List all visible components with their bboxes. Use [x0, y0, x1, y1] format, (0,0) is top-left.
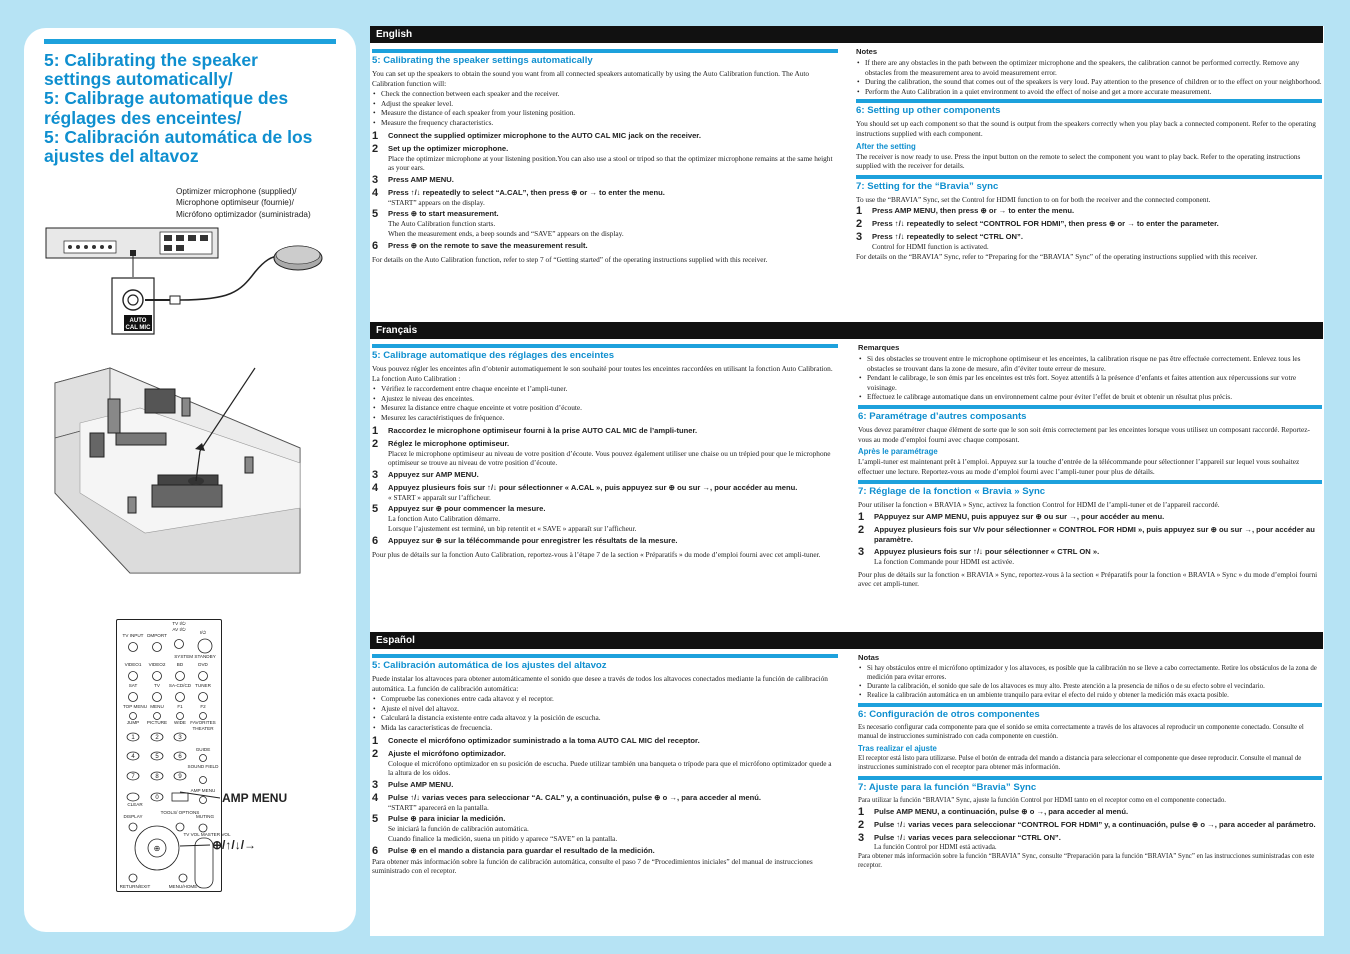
remote-label: CLEAR	[127, 802, 143, 807]
after-heading: Après le paramétrage	[858, 447, 938, 457]
step-detail: « START » apparaît sur l’afficheur.	[388, 492, 491, 502]
step-number: 2	[372, 747, 379, 760]
english-heading: 5: Calibrating the speaker settings automatically	[372, 55, 593, 66]
remote-label: MUTING	[195, 814, 215, 819]
step-body	[874, 547, 1322, 567]
step-title: Raccordez le microphone optimiseur fourni à la prise AUTO CAL MIC de l’ampli-tuner.	[388, 425, 698, 435]
step-number: 6	[372, 844, 379, 857]
step-body	[388, 536, 838, 547]
spanish-heading: 5: Calibración automática de los ajustes del altavoz	[372, 660, 607, 671]
caption-line: Micrófono optimizador (suministrada)	[176, 209, 311, 219]
steps	[372, 736, 838, 857]
step-title: Appuyez plusieurs fois sur ↑/↓ pour sélectionner « CTRL ON ».	[874, 546, 1100, 556]
step-detail: Cuando finalice la medición, suena un pitido y aparece “SAVE” en la pantalla.	[388, 833, 618, 843]
remote-label: I/⏻	[199, 630, 207, 635]
list-item: • Mesurez les caractéristiques de fréquence.	[372, 413, 838, 423]
step-title: Pulse ↑/↓ varias veces para seleccionar “CTRL ON”.	[874, 833, 1061, 842]
remote-label: TOP MENU	[122, 704, 148, 709]
svg-text:9: 9	[178, 774, 182, 780]
footer: Para obtener más información sobre la función de calibración automática, consulte el paso 7 de “Procedimientos iniciales” del manual de instrucciones suministrado con el receptor.	[372, 856, 813, 876]
step-detail: The Auto Calibration function starts.	[388, 219, 496, 229]
remote-label: F1	[177, 704, 183, 709]
step	[372, 470, 838, 481]
bullet-list	[372, 89, 838, 127]
remote-label: RETURN/EXIT	[119, 884, 151, 889]
step-body	[388, 749, 838, 778]
step-detail: Coloque el micrófono optimizador en su posición de escucha. Puede utilizar también una banqueta o trípode para que el micrófono optimizador quede a la altura de los oídos.	[388, 758, 832, 778]
step-body	[874, 833, 1322, 852]
section-rule	[858, 405, 1322, 409]
step-number: 1	[856, 205, 863, 218]
remote-label: THEATER	[192, 726, 214, 731]
step-detail: “START” appears on the display.	[388, 197, 485, 207]
step-number: 5	[372, 813, 379, 826]
section6-heading: 6: Setting up other components	[856, 105, 1001, 117]
step-detail: “START” aparecerá en la pantalla.	[388, 802, 489, 812]
step-title: Press ↑/↓ repeatedly to select “A.CAL”, then press ⊕ or → to enter the menu.	[388, 187, 665, 197]
remote-label: SAT	[128, 683, 138, 688]
step-title: Pulse AMP MENU.	[388, 779, 454, 789]
intro: Vous pouvez régler les enceintes afin d’obtenir automatiquement le son souhaité pour toutes les enceintes raccordées en utilisant la fonction Auto Calibration. La fonction Auto Calibration :	[372, 364, 833, 383]
section-rule	[858, 703, 1322, 707]
step-title: Appuyez sur AMP MENU.	[388, 469, 479, 479]
section6-text: You should set up each component so that the sound is output from the speakers correctly when you play back a connected component. Refer to the operating instructions supplied with each component.	[856, 119, 1316, 138]
notes-list	[858, 664, 1322, 700]
step	[372, 131, 838, 142]
svg-text:6: 6	[178, 754, 182, 760]
list-item: • Compruebe las conexiones entre cada altavoz y el receptor.	[372, 694, 838, 704]
caption-line: Optimizer microphone (supplied)/	[176, 187, 297, 196]
notes-title: Notes	[856, 47, 878, 56]
svg-text:⊕: ⊕	[153, 844, 161, 853]
remote-label: PICTURE	[146, 720, 168, 725]
step	[372, 241, 838, 252]
section7-footer: For details on the “BRAVIA” Sync, refer to “Preparing for the “BRAVIA” Sync” of the operating instructions supplied with this receiver.	[856, 251, 1258, 261]
section7-intro: Pour utiliser la fonction « BRAVIA » Sync, activez la fonction Control for HDMI de l’ampli-tuner et de l’appareil raccordé.	[858, 500, 1220, 510]
intro: You can set up the speakers to obtain the sound you want from all connected speakers automatically by using the Auto Calibration function. The Auto Calibration function will:	[372, 69, 810, 88]
caption-line: Microphone optimiseur (fournie)/	[176, 198, 294, 208]
step-detail: When the measurement ends, a beep sounds and “SAVE” appears on the display.	[388, 228, 624, 238]
step	[858, 525, 1322, 545]
step	[858, 833, 1322, 852]
list-item: • Check the connection between each speaker and the receiver.	[372, 89, 838, 99]
after-text: El receptor está listo para utilizarse. Pulse el botón de entrada del mando a distancia para seleccionar el componente que desee reproducir. Consulte el manual de instrucciones suministrado con el receptor para obtener más información.	[858, 755, 1302, 771]
note-item: • Realice la calibración automática en un ambiente tranquilo para evitar el efecto del ruido y obtener la medición más exacta posible.	[858, 691, 1322, 700]
step-body	[872, 206, 1322, 217]
remote-label: BD	[176, 662, 184, 667]
remote-label: TV VOL MASTER VOL	[183, 832, 231, 837]
step-number: 2	[858, 819, 865, 831]
step-body	[388, 241, 838, 252]
step-title: Réglez le microphone optimiseur.	[388, 438, 510, 448]
spanish-left	[372, 654, 838, 877]
note-item: • If there are any obstacles in the path between the optimizer microphone and the speakers, the calibration cannot be performed correctly. Remove any obstacles from the measurement area to avoid measurement error.	[856, 58, 1322, 77]
step	[372, 749, 838, 778]
remote-label: TV	[154, 683, 160, 688]
title-line: 5: Calibrating the speaker	[44, 50, 258, 70]
step	[372, 175, 838, 186]
step-title: PAppuyez sur AMP MENU, puis appuyez sur ⊕ ou sur →, pour accéder au menu.	[874, 511, 1165, 521]
list-item: • Ajustez le niveau des enceintes.	[372, 394, 838, 404]
remote-label: TOOLS/ OPTIONS	[160, 810, 200, 815]
step-title: Press ↑/↓ repeatedly to select “CTRL ON”.	[872, 232, 1023, 242]
step	[856, 219, 1322, 230]
step	[856, 206, 1322, 217]
list-item: • Ajuste el nivel del altavoz.	[372, 704, 838, 714]
bullet-list	[372, 694, 838, 732]
step	[858, 807, 1322, 818]
step-title: Press ↑/↓ repeatedly to select “CONTROL FOR HDMI”, then press ⊕ or → to enter the parameter.	[872, 219, 1219, 229]
step-body	[388, 144, 838, 173]
step	[856, 232, 1322, 252]
section7-heading: 7: Setting for the “Bravia” sync	[856, 180, 999, 192]
receiver-mic-illustration	[40, 222, 340, 337]
step-detail: Place the optimizer microphone at your listening position.You can also use a stool or tripod so that the optimizer microphone remains at the same height as your ears.	[388, 153, 833, 173]
list-item: • Adjust the speaker level.	[372, 99, 838, 109]
english-bar: English	[370, 26, 1323, 43]
steps	[856, 206, 1322, 252]
step-number: 3	[372, 778, 379, 791]
step-title: Ajuste el micrófono optimizador.	[388, 748, 506, 758]
remote-label: F2	[200, 704, 206, 709]
step-number: 2	[372, 437, 379, 450]
step-title: Appuyez sur ⊕ sur la télécommande pour enregistrer les résultats de la mesure.	[388, 535, 678, 545]
remote-label: DISPLAY	[123, 814, 143, 819]
steps	[372, 131, 838, 252]
remote-label: MENU/HOME	[168, 884, 198, 889]
step-detail: La fonction Auto Calibration démarre.	[388, 514, 501, 524]
notes-title: Notas	[858, 653, 880, 662]
step-body	[388, 426, 838, 437]
remote-label: AV I/⏻	[172, 627, 186, 632]
list-item: • Mida las características de frecuencia.	[372, 723, 838, 733]
step-title: Pulse ⊕ para iniciar la medición.	[388, 814, 506, 824]
note-item: • Si des obstacles se trouvent entre le microphone optimiseur et les enceintes, la calibration risque ne pas être effectuée correctement. Enlevez tous les obstacles se trouvant dans la zone de mesure, afin d’éviter toute erreur de mesure.	[858, 354, 1322, 373]
intro: Puede instalar los altavoces para obtener automáticamente el sonido que desee a través de todos los altavoces conectados mediante la función de calibración automática. La función de calibración automática:	[372, 674, 828, 693]
remote-label: SYSTEM STANDBY	[174, 654, 216, 659]
step-body	[388, 504, 838, 533]
step-number: 6	[372, 239, 379, 252]
note-item: • During the calibration, the sound that comes out of the speakers is very loud. Pay attention to the presence of children or to the effect on your neighborhood.	[856, 77, 1322, 87]
step-body	[874, 512, 1322, 523]
title-line: 5: Calibrage automatique des	[44, 88, 289, 109]
section-rule	[372, 654, 838, 658]
after-heading: After the setting	[856, 141, 916, 151]
step-detail: Se iniciará la función de calibración automática.	[388, 824, 529, 834]
step-number: 1	[372, 129, 379, 142]
svg-text:3: 3	[178, 735, 182, 741]
step-number: 3	[858, 832, 865, 844]
step-title: Pulse ↑/↓ varias veces para seleccionar “CONTROL FOR HDMI” y, a continuación, pulse ⊕ o →, para acceder al parámetro.	[874, 820, 1316, 829]
step-body	[874, 820, 1322, 831]
bullet-list	[372, 384, 838, 422]
section7-intro: To use the “BRAVIA” Sync, set the Control for HDMI function to on for both the receiver and the connected component.	[856, 194, 1211, 204]
jack-label-1: AUTO	[129, 318, 147, 324]
section7-intro: Para utilizar la función “BRAVIA” Sync, ajuste la función Control por HDMI tanto en el receptor como en el componente conectado.	[858, 797, 1227, 804]
page-title	[44, 51, 354, 166]
step-body	[388, 470, 838, 481]
section6-heading: 6: Configuración de otros componentes	[858, 709, 1040, 720]
section7-footer: Para obtener más información sobre la función “BRAVIA” Sync, consulte “Preparación para la función “BRAVIA” Sync” en las instrucciones suministradas con este receptor.	[858, 853, 1315, 869]
steps	[858, 512, 1322, 567]
remote-label: SOUND FIELD	[187, 764, 219, 769]
svg-text:0: 0	[155, 795, 159, 801]
step-number: 2	[856, 218, 863, 231]
title-rule	[44, 39, 336, 44]
step-number: 1	[858, 510, 865, 523]
step	[372, 144, 838, 173]
french-heading: 5: Calibrage automatique des réglages des enceintes	[372, 350, 615, 361]
svg-text:2: 2	[155, 735, 159, 741]
step-number: 1	[372, 424, 379, 437]
step-body	[388, 439, 838, 468]
section-rule	[856, 99, 1322, 103]
step-number: 3	[856, 231, 863, 244]
steps	[372, 426, 838, 547]
step	[858, 547, 1322, 567]
english-left	[372, 49, 838, 265]
section6-text: Vous devez paramétrer chaque élément de sorte que le son soit émis correctement par les enceintes lorsque vous utilisez un composant raccordé. Reportez-vous au mode d’emploi fourni avec chaque composant.	[858, 424, 1310, 444]
room-illustration	[50, 363, 305, 583]
step-body	[872, 232, 1322, 252]
remote-label: AMP MENU	[190, 788, 216, 793]
section6-heading: 6: Paramétrage d’autres composants	[858, 410, 1027, 422]
section-rule	[858, 480, 1322, 484]
amp-menu-label: AMP MENU	[222, 791, 288, 805]
step-number: 3	[858, 545, 865, 558]
step-number: 1	[372, 734, 379, 747]
step-number: 2	[372, 142, 379, 155]
spanish-bar: Español	[370, 632, 1323, 649]
step-number: 3	[372, 468, 379, 481]
english-right	[856, 47, 1322, 263]
svg-text:8: 8	[155, 774, 159, 780]
step-title: Connect the supplied optimizer microphone to the AUTO CAL MIC jack on the receiver.	[388, 130, 701, 140]
mic-caption	[176, 186, 336, 220]
step-body	[388, 846, 838, 857]
step-detail: La función Control por HDMI está activada.	[874, 844, 997, 851]
step	[372, 439, 838, 468]
step-title: Set up the optimizer microphone.	[388, 143, 509, 153]
section-rule	[856, 175, 1322, 179]
after-text: L’ampli-tuner est maintenant prêt à l’emploi. Appuyez sur la touche d’entrée de la télécommande pour sélectionner l’appareil sur lequel vous souhaitez effectuer une lecture. Reportez-vous au mode d’emploi fourni avec l’ampli-tuner pour plus de détails.	[858, 457, 1300, 476]
remote-label: JUMP	[126, 720, 140, 725]
title-line: 5: Calibración automática de los	[44, 126, 313, 147]
list-item: • Calculará la distancia existente entre cada altavoz y la posición de escucha.	[372, 713, 838, 723]
jack-label-2: CAL MIC	[125, 325, 151, 331]
remote-label: SA-CD/CD	[168, 683, 192, 688]
section7-heading: 7: Réglage de la fonction « Bravia » Sync	[858, 486, 1046, 498]
step-title: Press ⊕ to start measurement.	[388, 209, 499, 219]
step-number: 6	[372, 534, 379, 547]
step-body	[388, 793, 838, 813]
step-number: 1	[858, 806, 865, 818]
remote-label: TV INPUT	[122, 633, 144, 638]
step	[372, 209, 838, 238]
title-line: ajustes del altavoz	[44, 146, 199, 167]
section6-text: Es necesario configurar cada componente para que el sonido se emita correctamente a través de los altavoces al reproducir un componente conectado. Consulte el manual de instrucciones suministrado con cada componente en cuestión.	[858, 724, 1304, 740]
french-right	[858, 343, 1322, 590]
list-item: • Vérifiez le raccordement entre chaque enceinte et l’ampli-tuner.	[372, 384, 838, 394]
notes-list	[856, 58, 1322, 96]
step	[372, 793, 838, 813]
step-body	[388, 188, 838, 208]
step	[372, 780, 838, 791]
step-body	[872, 219, 1322, 230]
step-title: Press AMP MENU, then press ⊕ or → to enter the menu.	[872, 206, 1075, 216]
step	[372, 736, 838, 747]
step-detail: Placez le microphone optimiseur au niveau de votre position d’écoute. Vous pouvez également utiliser une chaise ou un trépied pour que le microphone optimiseur se trouve au niveau de votre position d’écoute.	[388, 448, 831, 468]
note-item: • Durante la calibración, el sonido que sale de los altavoces es muy alto. Preste atención a la presencia de niños o de su efecto sobre el vecindario.	[858, 682, 1322, 691]
step-title: Appuyez plusieurs fois sur ↑/↓ pour sélectionner « A.CAL », puis appuyez sur ⊕ ou sur →, pour accéder au menu.	[388, 482, 798, 492]
step-number: 3	[372, 173, 379, 186]
step-number: 4	[372, 481, 379, 494]
remote-label: VIDEO2	[148, 662, 166, 667]
notes-list	[858, 354, 1322, 402]
step-detail: Lorsque l’ajustement est terminé, un bip retentit et « SAVE » apparaît sur l’afficheur.	[388, 523, 637, 533]
svg-text:1: 1	[131, 735, 135, 741]
list-item: • Measure the frequency characteristics.	[372, 118, 838, 128]
step	[858, 820, 1322, 831]
section7-heading: 7: Ajuste para la función “Bravia” Sync	[858, 782, 1037, 793]
french-left	[372, 344, 838, 560]
remote-label: TV I/⏻	[172, 621, 186, 626]
section-rule	[372, 49, 838, 53]
step-number: 4	[372, 791, 379, 804]
step-title: Pulse AMP MENU, a continuación, pulse ⊕ o →, para acceder al menú.	[874, 807, 1129, 816]
spanish-right	[858, 653, 1322, 871]
step	[372, 483, 838, 503]
section-rule	[858, 776, 1322, 780]
remote-label: MENU	[150, 704, 164, 709]
step-title: Pulse ↑/↓ varias veces para seleccionar “A. CAL” y, a continuación, pulse ⊕ o →, para acceder al menú.	[388, 792, 761, 802]
note-item: • Effectuez le calibrage automatique dans un environnement calme pour éviter l’effet de bruit et obtenir un résultat plus précis.	[858, 392, 1322, 402]
step-title: Appuyez plusieurs fois sur V/v pour sélectionner « CONTROL FOR HDMI », puis appuyez sur ⊕ ou sur →, pour accéder au paramètre.	[874, 524, 1315, 544]
step	[372, 536, 838, 547]
section-rule	[372, 344, 838, 348]
list-item: • Mesurez la distance entre chaque enceinte et votre position d’écoute.	[372, 403, 838, 413]
step-detail: Control for HDMI function is activated.	[872, 242, 989, 252]
step-body	[388, 483, 838, 503]
title-line: settings automatically/	[44, 69, 233, 90]
section7-footer: Pour plus de détails sur la fonction « BRAVIA » Sync, reportez-vous à la section « Préparatifs pour la fonction « BRAVIA » Sync » du mode d’emploi fourni avec cet ampli-tuner.	[858, 569, 1318, 589]
step-body	[388, 780, 838, 791]
svg-text:5: 5	[155, 754, 159, 760]
after-heading: Tras realizar el ajuste	[858, 744, 937, 753]
note-item: • Pendant le calibrage, le son émis par les enceintes est très fort. Soyez attentifs à la présence d’enfants et faites attention aux répercussions sur votre voisinage.	[858, 373, 1322, 392]
note-item: • Si hay obstáculos entre el micrófono optimizador y los altavoces, es posible que la calibración no se lleve a cabo correctamente. Retire los obstáculos de la zona de medición para evitar errores.	[858, 664, 1322, 682]
step-title: Press AMP MENU.	[388, 174, 454, 184]
remote-label: GUIDE	[195, 747, 211, 752]
step	[372, 188, 838, 208]
remote-label: DVD	[198, 662, 208, 667]
svg-text:7: 7	[131, 774, 135, 780]
step-body	[388, 209, 838, 238]
list-item: • Measure the distance of each speaker from your listening position.	[372, 108, 838, 118]
svg-text:4: 4	[131, 754, 135, 760]
step-title: Pulse ⊕ en el mando a distancia para guardar el resultado de la medición.	[388, 845, 655, 855]
footer: For details on the Auto Calibration function, refer to step 7 of “Getting started” of the operating instructions supplied with this receiver.	[372, 254, 768, 264]
step-body	[388, 131, 838, 142]
step	[372, 846, 838, 857]
footer: Pour plus de détails sur la fonction Auto Calibration, reportez-vous à l’étape 7 de la section « Préparatifs » du mode d’emploi fourni avec cet ampli-tuner.	[372, 549, 821, 559]
remote-label: FAVORITES	[190, 720, 216, 725]
step	[372, 426, 838, 437]
step-body	[388, 175, 838, 186]
remote-label: TUNER	[195, 683, 211, 688]
french-bar: Français	[370, 322, 1323, 339]
step-number: 5	[372, 208, 379, 221]
step-title: Appuyez sur ⊕ pour commencer la mesure.	[388, 504, 546, 514]
arrow-keys-label: ⊕/↑/↓/→	[212, 838, 257, 852]
step-number: 4	[372, 186, 379, 199]
steps	[858, 807, 1322, 852]
step-body	[874, 807, 1322, 818]
remote-label: DMPORT	[147, 633, 167, 638]
step-number: 2	[858, 523, 865, 536]
remote-label: VIDEO1	[124, 662, 142, 667]
step-number: 5	[372, 503, 379, 516]
step-body	[388, 814, 838, 843]
notes-title: Remarques	[858, 343, 900, 352]
step-body	[874, 525, 1322, 545]
remote-label: WIDE	[174, 720, 186, 725]
step-body	[388, 736, 838, 747]
note-item: • Perform the Auto Calibration in a quiet environment to avoid the effect of noise and get a more accurate measurement.	[856, 87, 1322, 97]
step-title: Press ⊕ on the remote to save the measurement result.	[388, 240, 588, 250]
step	[858, 512, 1322, 523]
step-title: Conecte el micrófono optimizador suministrado a la toma AUTO CAL MIC del receptor.	[388, 735, 700, 745]
step	[372, 814, 838, 843]
after-text: The receiver is now ready to use. Press the input button on the remote to select the component you want to play back. Refer to the operating instructions supplied with the receiver for details.	[856, 151, 1301, 171]
title-line: réglages des enceintes/	[44, 107, 242, 128]
step	[372, 504, 838, 533]
step-detail: La fonction Commande pour HDMI est activée.	[874, 556, 1015, 566]
